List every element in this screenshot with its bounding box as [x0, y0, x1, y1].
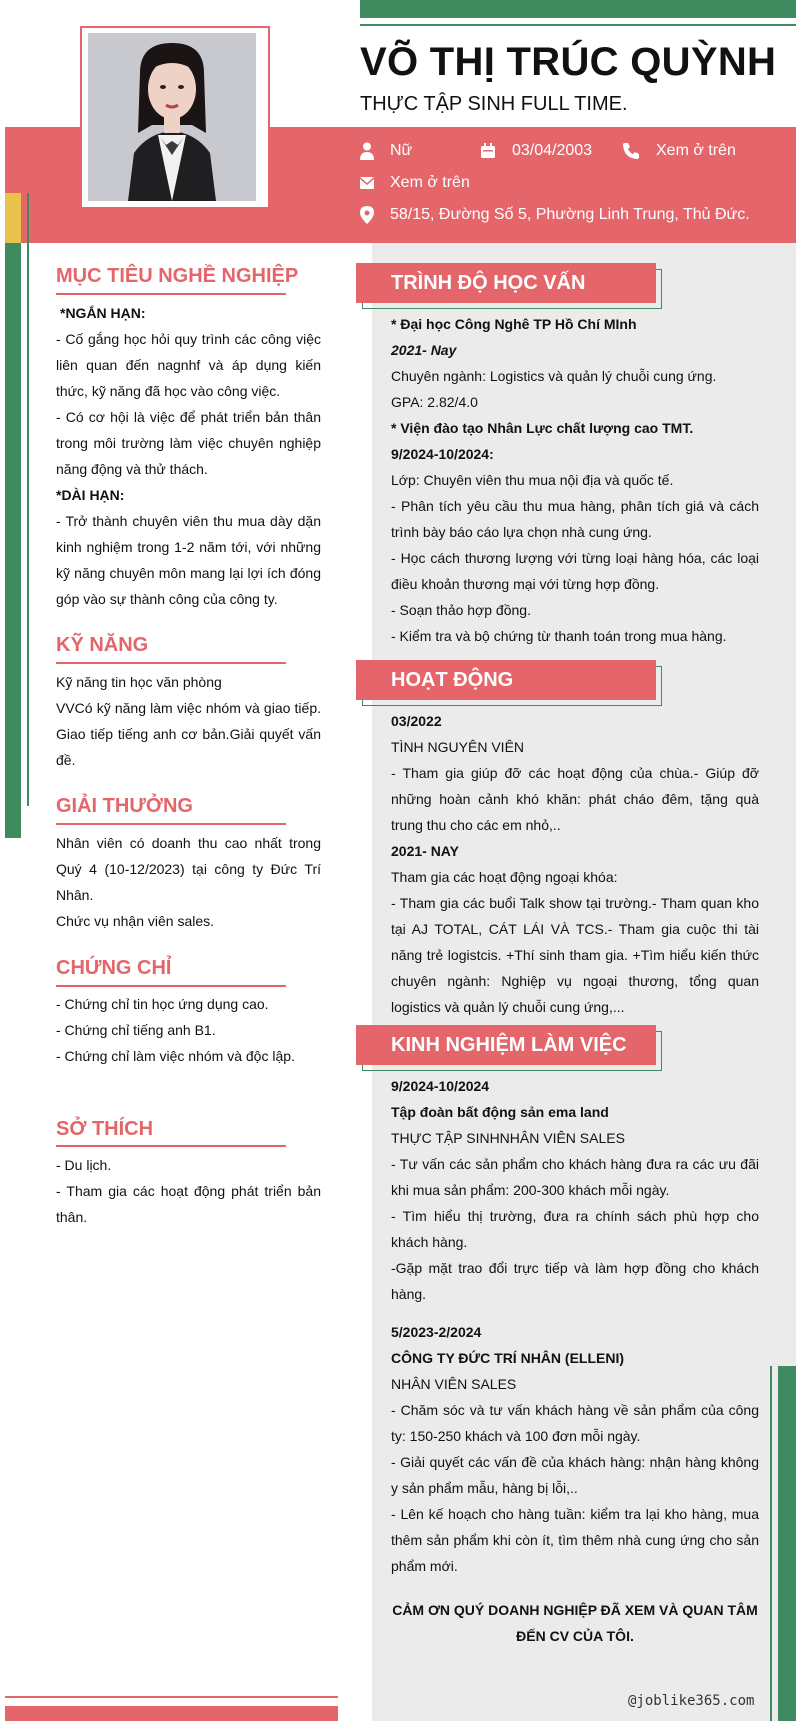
mail-icon	[360, 177, 374, 189]
experience-title: KINH NGHIỆM LÀM VIỆC	[391, 1034, 627, 1056]
hobby-item: - Tham gia các hoạt động phát triển bản thân.	[56, 1183, 321, 1225]
objective-underline	[56, 293, 286, 295]
school-1-major: Chuyên ngành: Logistics và quản lý chuỗi cung ứng.	[391, 368, 717, 384]
portrait-illustration	[88, 33, 256, 201]
school-2-line: - Kiểm tra và bộ chứng từ thanh toán trong mua hàng.	[391, 628, 727, 644]
gender-row	[360, 142, 412, 160]
right-green-line	[770, 1366, 772, 1721]
awards-title: GIẢI THƯỞNG	[56, 795, 193, 817]
awards-underline	[56, 823, 286, 825]
hobbies-underline	[56, 1145, 286, 1147]
skills-underline	[56, 662, 286, 664]
job-2-desc: - Giải quyết các vấn đề của khách hàng: nhận hàng không y sản phẩm mẫu, hàng bị lỗi,..	[391, 1454, 759, 1496]
activity-1-period: 03/2022	[391, 713, 442, 729]
skills-body	[56, 669, 321, 773]
certificate-item: - Chứng chỉ tiếng anh B1.	[56, 1022, 216, 1038]
certificates-body	[56, 991, 321, 1069]
job-1-period: 9/2024-10/2024	[391, 1078, 490, 1094]
phone-icon	[622, 142, 640, 160]
short-term-goal-2: - Có cơ hội là việc để phát triển bản thân trong môi trường làm việc chuyên nghiệp năng động và thử thách.	[56, 409, 321, 477]
top-green-line	[360, 24, 796, 26]
activities-title: HOẠT ĐỘNG	[391, 669, 514, 691]
hobbies-title: SỞ THÍCH	[56, 1118, 154, 1140]
birthdate-value: 03/04/2003	[512, 142, 593, 159]
job-2-desc: - Lên kế hoạch cho hàng tuần: kiểm tra lại kho hàng, mua thêm sản phẩm khi còn ít, tìm thêm nhà cung ứng cho sản phẩm mới.	[391, 1506, 759, 1574]
activity-2-desc: - Tham gia các buổi Talk show tại trường.- Tham quan kho tại AJ TOTAL, CÁT LÁI VÀ TCS.- Tham gia cuộc thi tài năng trẻ logistcis. +Thí sinh tham gia. +Tìm hiểu kiến thức chuyên ngành: Nghiệp vụ ngoại thương, tổng quan logistics và quản lý chuỗi cung ứng,...	[391, 895, 759, 1015]
skill-line-1: Kỹ năng tin học văn phòng	[56, 674, 222, 690]
calendar-icon	[480, 143, 496, 159]
job-2-period: 5/2023-2/2024	[391, 1324, 482, 1340]
certificates-title: CHỨNG CHỈ	[56, 957, 172, 979]
job-1-desc: - Tìm hiểu thị trường, đưa ra chính sách phù hợp cho khách hàng.	[391, 1208, 759, 1250]
activity-2-role: Tham gia các hoạt động ngoại khóa:	[391, 869, 618, 885]
school-1-gpa: GPA: 2.82/4.0	[391, 394, 478, 410]
activities-body	[391, 708, 759, 1020]
hobby-item: - Du lịch.	[56, 1157, 112, 1173]
candidate-name: VÕ THỊ TRÚC QUỲNH	[360, 40, 777, 84]
certificate-item: - Chứng chỉ làm việc nhóm và độc lập.	[56, 1048, 295, 1064]
activity-1-role: TÌNH NGUYÊN VIÊN	[391, 739, 525, 755]
hobbies-body	[56, 1152, 321, 1230]
job-spacer	[391, 1307, 759, 1319]
school-2-line: Lớp: Chuyên viên thu mua nội địa và quốc tế.	[391, 472, 674, 488]
bottom-red-bar	[5, 1706, 338, 1721]
gender-value: Nữ	[390, 142, 413, 159]
address-row	[360, 206, 750, 224]
school-2-line: - Phân tích yêu cầu thu mua hàng, phân tích giá và cách trình bày báo cáo lựa chọn nhà cung ứng.	[391, 498, 759, 540]
left-yellow-accent	[5, 193, 21, 243]
award-line-2: Chức vụ nhận viên sales.	[56, 913, 215, 929]
top-green-bar	[360, 0, 796, 18]
job-1-desc: -Gặp mặt trao đổi trực tiếp và làm hợp đồng cho khách hàng.	[391, 1260, 759, 1302]
job-2-company: CÔNG TY ĐỨC TRÍ NHÂN (ELLENI)	[391, 1350, 625, 1366]
thank-you-line-2: ĐẾN CV CỦA TÔI.	[516, 1628, 634, 1644]
left-green-bar	[5, 243, 21, 838]
thank-you-note	[391, 1597, 759, 1649]
job-2-desc: - Chăm sóc và tư vấn khách hàng về sản phẩm của công ty: 150-250 khách và 100 đơn mỗi ngày.	[391, 1402, 759, 1444]
short-term-goal-1: - Cố gắng học hỏi quy trình các công việc liên quan đến nagnhf và áp dụng kiến thức, kỹ năng đã học vào công việc.	[56, 331, 321, 399]
long-term-goal-1: - Trở thành chuyên viên thu mua dày dặn kinh nghiệm trong 1-2 năm tới, với những kỹ năng chuyên môn mang lại lợi ích đóng góp vào sự thành công của công ty.	[56, 513, 321, 607]
short-term-label: *NGẮN HẠN:	[60, 305, 146, 321]
activity-1-desc: - Tham gia giúp đỡ các hoạt động của chùa.- Giúp đỡ những hoàn cảnh khó khăn: phát cháo đêm, tặng quà trung thu cho các em nhỏ,..	[391, 765, 759, 833]
phone-row	[622, 142, 736, 160]
email-value: Xem ở trên	[390, 174, 470, 191]
school-2: * Viện đào tạo Nhân Lực chất lượng cao TMT.	[391, 420, 694, 436]
certificate-item: - Chứng chỉ tin học ứng dụng cao.	[56, 996, 269, 1012]
education-title: TRÌNH ĐỘ HỌC VẤN	[391, 272, 586, 294]
job-2-role: NHÂN VIÊN SALES	[391, 1376, 517, 1392]
award-line-1: Nhân viên có doanh thu cao nhất trong Quý 4 (10-12/2023) tại công ty Đức Trí Nhân.	[56, 835, 321, 903]
school-1-period: 2021- Nay	[391, 342, 457, 358]
bottom-red-line	[5, 1696, 338, 1698]
job-1-desc: - Tư vấn các sản phẩm cho khách hàng đưa ra các ưu đãi khi mua sản phẩm: 200-300 khách mỗi ngày.	[391, 1156, 759, 1198]
job-1-company: Tập đoàn bất động sản ema land	[391, 1104, 609, 1120]
right-green-bar	[778, 1366, 796, 1721]
skills-title: KỸ NĂNG	[56, 634, 149, 656]
education-body	[391, 311, 759, 649]
thank-you-line-1: CẢM ƠN QUÝ DOANH NGHIỆP ĐÃ XEM VÀ QUAN TÂM	[392, 1602, 758, 1618]
address-value: 58/15, Đường Số 5, Phường Linh Trung, Thủ Đức.	[390, 206, 750, 223]
job-title: THỰC TẬP SINH FULL TIME.	[360, 93, 628, 115]
school-2-line: - Soạn thảo hợp đồng.	[391, 602, 531, 618]
awards-body	[56, 830, 321, 934]
school-1: * Đại học Công Nghê TP Hồ Chí MInh	[391, 316, 637, 332]
skill-line-2: VVCó kỹ năng làm việc nhóm và giao tiếp. Giao tiếp tiếng anh cơ bản.Giải quyết vấn đề.	[56, 700, 321, 768]
phone-value: Xem ở trên	[656, 142, 736, 159]
objective-title: MỤC TIÊU NGHỀ NGHIỆP	[56, 265, 299, 287]
person-icon	[360, 142, 374, 160]
job-1-role: THỰC TẬP SINHNHÂN VIÊN SALES	[391, 1130, 625, 1146]
email-row	[360, 174, 470, 192]
objective-body	[56, 300, 321, 612]
location-pin-icon	[360, 206, 374, 224]
watermark: @joblike365.com	[628, 1693, 755, 1709]
school-2-line: - Học cách thương lượng với từng loại hàng hóa, các loại điều khoản thương mại với từng hợp đồng.	[391, 550, 759, 592]
birthdate-row	[480, 142, 592, 160]
profile-photo	[88, 33, 256, 201]
certificates-underline	[56, 985, 286, 987]
activity-2-period: 2021- NAY	[391, 843, 459, 859]
school-2-period: 9/2024-10/2024:	[391, 446, 494, 462]
left-green-line	[27, 193, 29, 806]
long-term-label: *DÀI HẠN:	[56, 487, 125, 503]
experience-body	[391, 1073, 759, 1579]
